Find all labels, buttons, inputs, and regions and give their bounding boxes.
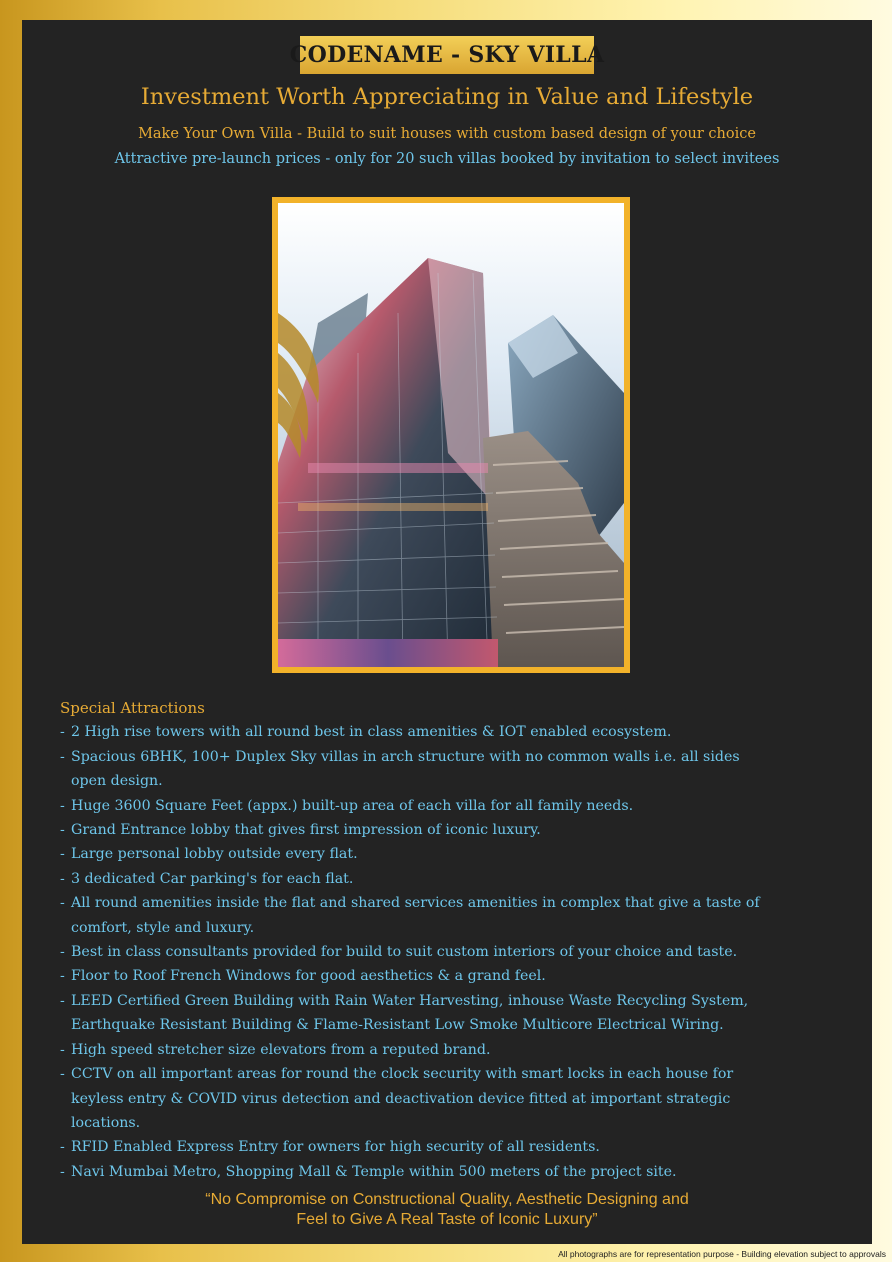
attraction-item: - Huge 3600 Square Feet (appx.) built-up area of each villa for all family needs. — [60, 797, 634, 814]
disclaimer-footnote: All photographs are for representation purpose - Building elevation subject to approvals — [558, 1249, 886, 1259]
attractions-title: Special Attractions — [60, 699, 205, 717]
quote-line-1: “No Compromise on Constructional Quality, Aesthetic Designing and — [205, 1191, 689, 1208]
tower-illustration — [278, 203, 624, 667]
title-badge — [289, 36, 605, 74]
main-panel — [22, 20, 872, 1244]
subline-custom-villa: Make Your Own Villa - Build to suit houses with custom based design of your choice — [138, 126, 756, 142]
attraction-item: - Navi Mumbai Metro, Shopping Mall & Temple within 500 meters of the project site. — [60, 1163, 677, 1180]
attraction-item: - RFID Enabled Express Entry for owners for high security of all residents. — [60, 1139, 600, 1156]
quality-quote — [22, 1190, 872, 1230]
attraction-item: - Floor to Roof French Windows for good aesthetics & a grand feel. — [60, 968, 546, 985]
attraction-item: - Best in class consultants provided for build to suit custom interiors of your choice and taste. — [60, 944, 738, 961]
attraction-item: - 2 High rise towers with all round best in class amenities & IOT enabled ecosystem. — [60, 724, 672, 741]
attraction-item: - Large personal lobby outside every flat. — [60, 846, 358, 863]
page-title: CODENAME - SKY VILLA — [289, 42, 605, 68]
attraction-item: - Grand Entrance lobby that gives first impression of iconic luxury. — [60, 822, 541, 839]
attraction-item: - 3 dedicated Car parking's for each flat. — [60, 870, 354, 887]
headline: Investment Worth Appreciating in Value and Lifestyle — [140, 84, 754, 110]
special-attractions — [60, 696, 860, 1184]
subline-prelaunch: Attractive pre-launch prices - only for 20 such villas booked by invitation to select invitees — [114, 151, 780, 167]
attraction-item: - High speed stretcher size elevators from a reputed brand. — [60, 1041, 491, 1058]
attraction-item: - CCTV on all important areas for round the clock security with smart locks in each house for keyless entry & COVID virus detection and deactivation device fitted at important strategic locations. — [60, 1066, 734, 1131]
attraction-item: - All round amenities inside the flat and shared services amenities in complex that give a taste of comfort, style and luxury. — [60, 895, 760, 936]
tower-photo — [278, 203, 624, 667]
quote-line-2: Feel to Give A Real Taste of Iconic Luxury” — [296, 1211, 598, 1228]
attraction-item: - Spacious 6BHK, 100+ Duplex Sky villas in arch structure with no common walls i.e. all sides open design. — [60, 748, 740, 790]
photo-frame — [272, 197, 630, 673]
attraction-item: - LEED Certified Green Building with Rain Water Harvesting, inhouse Waste Recycling System, Earthquake Resistant Building & Flame-Resistant Low Smoke Multicore Electrical Wiring. — [60, 992, 749, 1034]
